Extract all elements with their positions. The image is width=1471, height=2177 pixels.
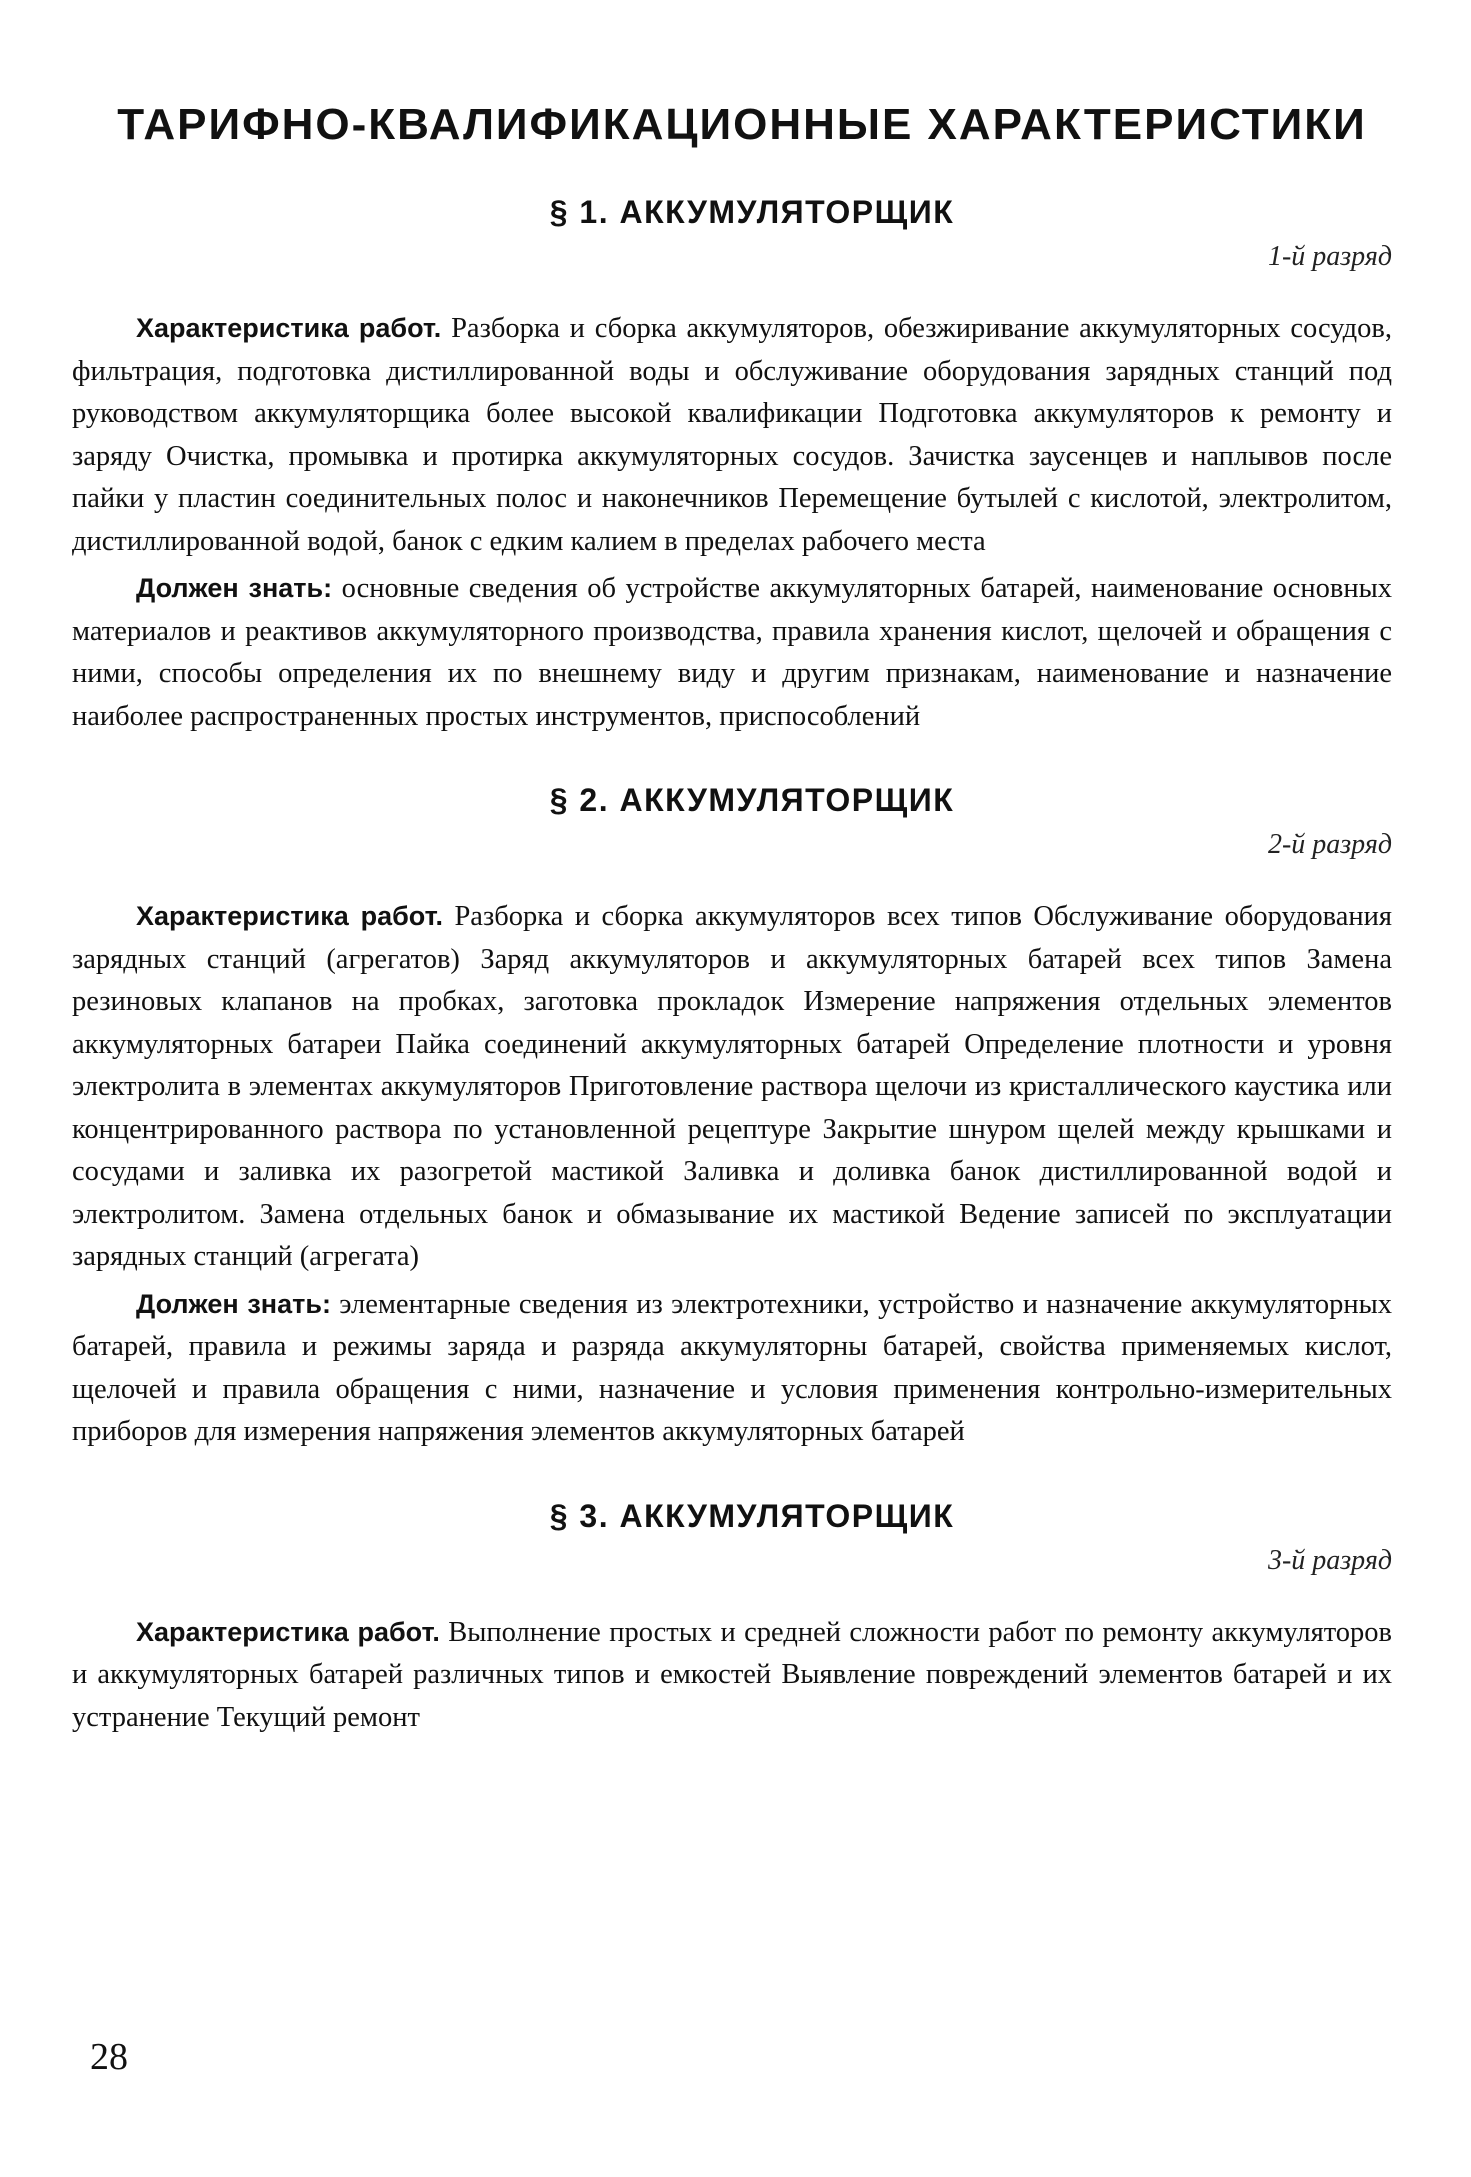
required-knowledge xyxy=(72,567,1392,738)
section-3 xyxy=(72,1498,1392,1740)
work-characteristics xyxy=(72,1611,1392,1740)
work-characteristics-label: Характеристика работ. xyxy=(136,313,442,343)
section-heading: § 3. АККУМУЛЯТОРЩИК xyxy=(549,1497,955,1534)
required-knowledge-label: Должен знать: xyxy=(136,1288,331,1319)
section-2 xyxy=(72,782,1392,1454)
work-characteristics xyxy=(72,307,1392,563)
required-knowledge-text: основные сведения об устройстве аккумуляторных батарей, наименование основных материалов и реактивов аккумуляторного производства, правила хранения кислот, щелочей и обращения с ними, способы определения их по внешнему виду и другим признакам, наименование и назначение наиболее распространенных простых инструментов, приспособлений xyxy=(72,573,1392,732)
work-characteristics-text: Разборка и сборка аккумуляторов, обезжиривание аккумуляторных сосудов, фильтрация, подготовка дистиллированной воды и обслуживание оборудования зарядных станций под руководством аккумуляторщика более высокой квалификации Подготовка аккумуляторов к ремонту и заряду Очистка, промывка и протирка аккумуляторных сосудов. Зачистка заусенцев и наплывов после пайки у пластин соединительных полос и наконечников Перемещение бутылей с кислотой, электролитом, дистиллированной водой, банок с едким калием в пределах рабочего места xyxy=(72,313,1393,557)
required-knowledge xyxy=(72,1283,1392,1454)
section-heading: § 2. АККУМУЛЯТОРЩИК xyxy=(549,782,955,818)
document-title: ТАРИФНО-КВАЛИФИКАЦИОННЫЕ ХАРАКТЕРИСТИКИ xyxy=(117,100,1367,149)
grade-label: 2-й разряд xyxy=(1267,829,1392,860)
section-1 xyxy=(72,194,1392,738)
required-knowledge-label: Должен знать: xyxy=(136,573,333,603)
grade-label: 3-й разряд xyxy=(1267,1544,1392,1576)
work-characteristics-text: Выполнение простых и средней сложности работ по ремонту аккумуляторов и аккумуляторных батарей различных типов и емкостей Выявление повреждений элементов батарей и их устранение Текущий ремонт xyxy=(72,1616,1392,1733)
work-characteristics-label: Характеристика работ. xyxy=(136,901,443,931)
grade-label: 1-й разряд xyxy=(1267,241,1392,272)
work-characteristics xyxy=(72,895,1392,1279)
document-page xyxy=(72,100,1392,1743)
work-characteristics-label: Характеристика работ. xyxy=(136,1616,440,1647)
required-knowledge-text: элементарные сведения из электротехники, устройство и назначение аккумуляторных батарей, правила и режимы заряда и разряда аккумуляторны батарей, свойства применяемых кислот, щелочей и правила обращения с ними, назначение и условия применения контрольно-измерительных приборов для измерения напряжения элементов аккумуляторных батарей xyxy=(72,1288,1392,1447)
page-number: 28 xyxy=(90,2036,128,2078)
work-characteristics-text: Разборка и сборка аккумуляторов всех типов Обслуживание оборудования зарядных станций (агрегатов) Заряд аккумуляторов и аккумуляторных батарей всех типов Замена резиновых клапанов на пробках, заготовка прокладок Измерение напряжения отдельных элементов аккумуляторных батареи Пайка соединений аккумуляторных батарей Определение плотности и уровня электролита в элементах аккумуляторов Приготовление раствора щелочи из кристаллического каустика или концентрированного раствора по установленной рецептуре Закрытие шнуром щелей между крышками и сосудами и заливка их разогретой мастикой Заливка и доливка банок дистиллированной водой и электролитом. Замена отдельных банок и обмазывание их мастикой Ведение записей по эксплуатации зарядных станций (агрегата) xyxy=(72,901,1392,1272)
section-heading: § 1. АККУМУЛЯТОРЩИК xyxy=(549,194,955,230)
